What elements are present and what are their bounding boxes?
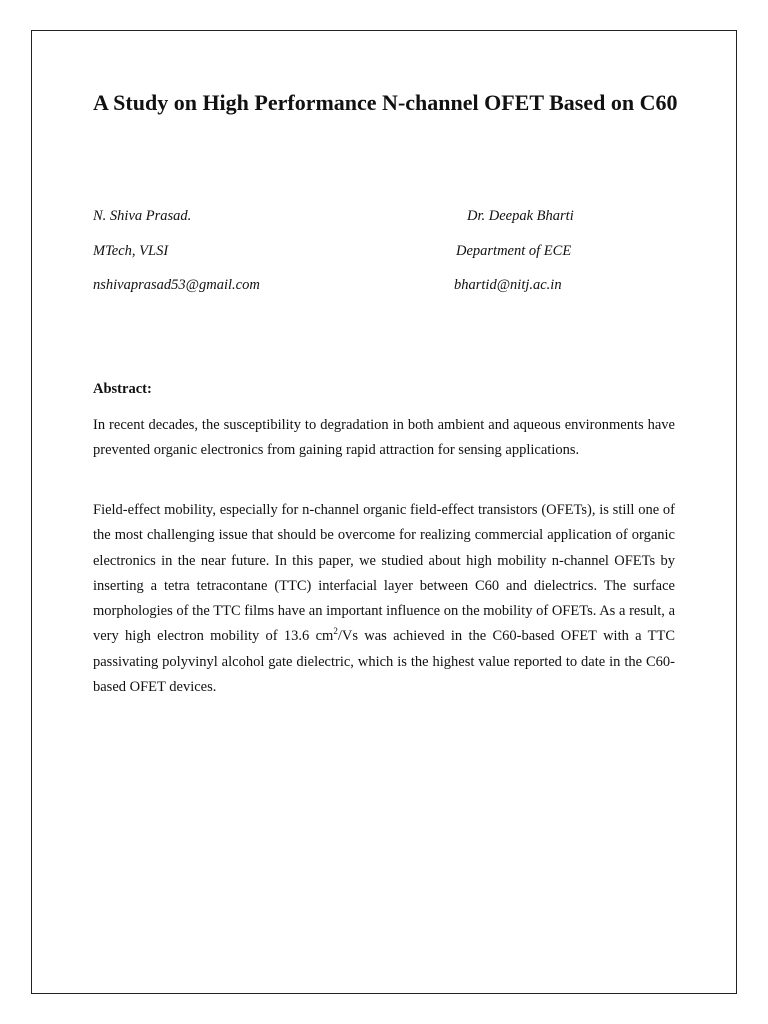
- author-right-email: bhartid@nitj.ac.in: [454, 277, 562, 293]
- author-left-name: N. Shiva Prasad.: [93, 208, 192, 224]
- author-right-name: Dr. Deepak Bharti: [467, 208, 574, 224]
- author-left-affiliation: MTech, VLSI: [93, 243, 169, 259]
- paper-title: A Study on High Performance N-channel OFET Based on C60: [93, 90, 678, 115]
- abstract-heading: Abstract:: [93, 381, 152, 397]
- abstract-paragraph-2-text-a: Field-effect mobility, especially for n-channel organic field-effect transistors (OFETs), is still one of the most challenging issue that should be overcome for realizing commercial application of organic electronics in the near future. In this paper, we studied about high mobility n-channel OFETs by inserting a tetra tetracontane (TTC) interfacial layer between C60 and dielectrics. The surface morphologies of the TTC films have an important influence on the mobility of OFETs. As a result, a very high electron mobility of 13.6 cm: [93, 502, 675, 645]
- abstract-paragraph-2-text-b: /Vs was achieved in the C60-based OFET with a TTC passivating polyvinyl alcohol gate dielectric, which is the highest value reported to date in the C60-based OFET devices.: [93, 628, 675, 696]
- author-left-email: nshivaprasad53@gmail.com: [93, 277, 260, 293]
- superscript-exponent: 2: [333, 626, 338, 637]
- abstract-paragraph-1: In recent decades, the susceptibility to degradation in both ambient and aqueous environments have prevented organic electronics from gaining rapid attraction for sensing applications.: [93, 417, 675, 459]
- author-right-affiliation: Department of ECE: [456, 243, 572, 259]
- abstract-paragraph-2: [93, 498, 675, 700]
